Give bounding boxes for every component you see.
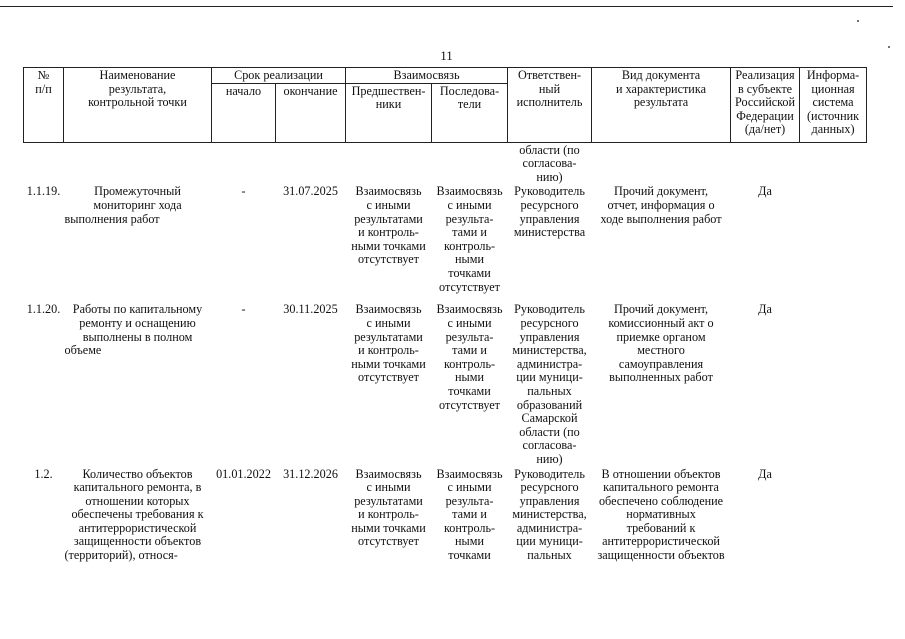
row-num: 1.1.20.	[26, 302, 61, 317]
scan-mark	[857, 20, 859, 22]
header-name: Наименование результата, контрольной точки	[64, 68, 212, 143]
row-realization: Да	[758, 184, 772, 199]
row-next: Взаимосвязь с иными результа- тами и контроль- ными точками отсутствует	[436, 184, 503, 294]
row-realization: Да	[758, 302, 772, 317]
row-next: Взаимосвязь с иными результа- тами и контроль- ными точками отсутствует	[436, 302, 503, 412]
header-num: № п/п	[24, 68, 64, 143]
header-term: Срок реализации	[212, 68, 346, 84]
row-doc: Прочий документ, комиссионный акт о приемке органом местного самоуправления выполненных работ	[608, 302, 714, 385]
row-prev: Взаимосвязь с иными результатами и контроль- ными точками отсутствует	[351, 466, 426, 549]
row-end: 31.07.2025	[283, 184, 338, 199]
row-start: -	[241, 302, 246, 317]
row-doc: В отношении объектов капитального ремонта обеспечено соблюдение нормативных требований к антитеррористической защищенности объектов	[597, 466, 725, 563]
header-responsible: Ответствен- ный исполнитель	[508, 68, 592, 143]
row-num: 1.1.19.	[26, 184, 61, 199]
row-prev: Взаимосвязь с иными результатами и контроль- ными точками отсутствует	[351, 184, 426, 267]
row-name: Работы по капитальному ремонту и оснащению выполнены в полном объеме	[64, 302, 203, 358]
page-top-rule	[0, 6, 893, 7]
row-info	[800, 184, 867, 302]
row-responsible: Руководитель ресурсного управления министерства, администра- ции муници- пальных	[512, 466, 587, 563]
table-header-row	[24, 68, 867, 84]
header-link-next: Последова- тели	[432, 83, 508, 142]
row-next: Взаимосвязь с иными результа- тами и контроль- ными точками	[436, 466, 503, 563]
row-num: 1.2.	[34, 466, 53, 481]
row-name: Промежуточный мониторинг хода выполнения работ	[64, 184, 182, 226]
header-link-prev: Предшествен- ники	[346, 83, 432, 142]
row-doc: Прочий документ, отчет, информация о ходе выполнения работ	[600, 184, 722, 226]
row-prev: Взаимосвязь с иными результатами и контроль- ными точками отсутствует	[351, 302, 426, 385]
continuation-row	[24, 142, 867, 184]
header-term-end: окончание	[276, 83, 346, 142]
header-realization: Реализация в субъекте Российской Федерации (да/нет)	[731, 68, 800, 143]
row-start: -	[241, 184, 246, 199]
row-end: 31.12.2026	[283, 466, 338, 481]
header-link: Взаимосвязь	[346, 68, 508, 84]
row-info	[800, 467, 867, 577]
row-realization: Да	[758, 466, 772, 481]
header-info-system: Информа- ционная система (источник данных)	[800, 68, 867, 143]
header-doc-type: Вид документа и характеристика результата	[592, 68, 731, 143]
row-info	[800, 302, 867, 466]
plan-table	[23, 67, 867, 577]
page-number: 11	[440, 48, 453, 63]
row-name: Количество объектов капитального ремонта, в отношении которых обеспечены требования к антитеррористической защищенности объектов (территорий), относя-	[64, 466, 204, 563]
table-row	[24, 302, 867, 466]
table-row	[24, 467, 867, 577]
table-row	[24, 184, 867, 302]
row-start: 01.01.2022	[216, 466, 271, 481]
row-end: 30.11.2025	[283, 302, 338, 317]
header-term-start: начало	[212, 83, 276, 142]
continuation-cell: области (по согласова- нию)	[519, 142, 580, 184]
row-responsible: Руководитель ресурсного управления министерства	[513, 184, 586, 240]
row-responsible: Руководитель ресурсного управления министерства, администра- ции муници- пальных образований Самарской области (по согласова- нию)	[512, 302, 587, 466]
